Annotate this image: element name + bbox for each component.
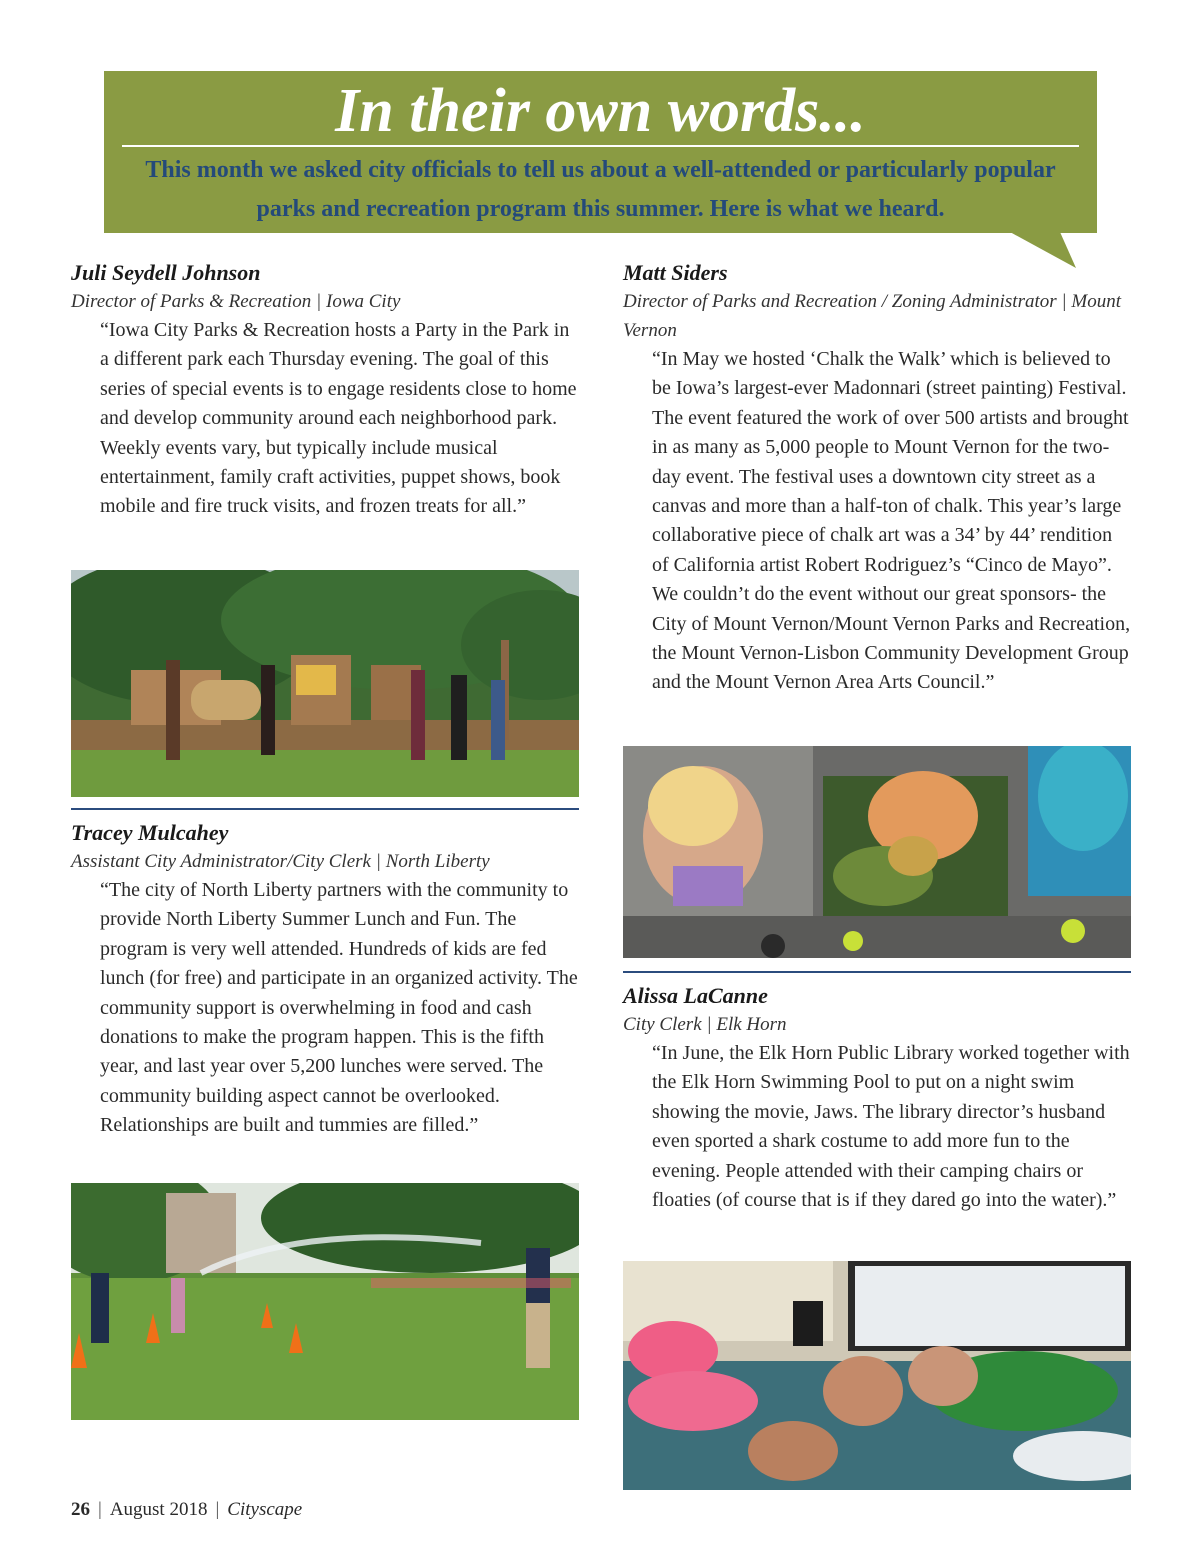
playground-photo xyxy=(71,570,579,797)
official-name: Alissa LaCanne xyxy=(623,983,768,1008)
banner-rule xyxy=(122,145,1079,147)
magazine-name: Cityscape xyxy=(227,1499,303,1520)
official-role: City Clerk | Elk Horn xyxy=(623,1014,787,1035)
official-quote: “The city of North Liberty partners with the community to provide North Liberty Summer Lunch and Fun. The program is very well attended. Hundreds of kids are fed lunch (for free) and participate in an organized activity. The community support is overwhelming in food and cash donations to make the program happen. This is the fifth year, and last year over 5,200 lunches were served. The community building aspect cannot be overlooked. Relationships are built and tummies are filled.” xyxy=(100,879,578,1137)
official-role: Director of Parks and Recreation / Zoning Administrator | Mount Vernon xyxy=(623,291,1121,341)
issue-date: August 2018 xyxy=(109,1499,208,1520)
entry-elk-horn xyxy=(623,981,1131,1215)
entry-north-liberty xyxy=(71,818,579,1141)
official-quote: “In June, the Elk Horn Public Library worked together with the Elk Horn Swimming Pool to put on a night swim showing the movie, Jaws. The library director’s husband even sported a shark costume to add more fun to the evening. People attended with their camping chairs or floaties (of course that is if they dared go into the water).” xyxy=(652,1042,1130,1212)
page-title: In their own words... xyxy=(335,77,866,145)
official-role: Assistant City Administrator/City Clerk | North Liberty xyxy=(71,851,490,872)
entry-mount-vernon xyxy=(623,258,1131,698)
official-role: Director of Parks & Recreation | Iowa City xyxy=(71,291,401,312)
official-name: Tracey Mulcahey xyxy=(71,820,229,845)
pool-movie-photo xyxy=(623,1261,1131,1490)
entry-iowa-city xyxy=(71,258,579,522)
page-footer: 26 | August 2018 | Cityscape xyxy=(71,1499,303,1520)
chalk-art-photo xyxy=(623,746,1131,958)
page-number: 26 xyxy=(71,1499,90,1520)
official-quote: “In May we hosted ‘Chalk the Walk’ which is believed to be Iowa’s largest-ever Madonnari (street painting) Festival. The event featured the work of over 500 artists and brought in as many as 5,000 people to Mount Vernon for the two-day event. The festival uses a downtown city street as a canvas and more than a half-ton of chalk. This year’s large collaborative piece of chalk art was a 34’ by 44’ rendition of California artist Robert Rodriguez’s “Cinco de Mayo”. We couldn’t do the event without our great sponsors- the City of Mount Vernon/Mount Vernon Parks and Recreation, the Mount Vernon-Lisbon Community Development Group and the Mount Vernon Area Arts Council.” xyxy=(652,348,1131,694)
header-banner xyxy=(104,71,1097,233)
official-quote: “Iowa City Parks & Recreation hosts a Party in the Park in a different park each Thursday evening. The goal of this series of special events is to engage residents close to home and develop community around each neighborhood park. Weekly events vary, but typically include musical entertainment, family craft activities, puppet shows, book mobile and fire truck visits, and frozen treats for all.” xyxy=(100,319,577,518)
water-activity-photo xyxy=(71,1183,579,1420)
page-subtitle: This month we asked city officials to tell us about a well-attended or particularly popular parks and recreation program this summer. Here is what we heard. xyxy=(145,157,1056,222)
official-name: Matt Siders xyxy=(623,260,728,285)
official-name: Juli Seydell Johnson xyxy=(71,260,261,285)
section-divider xyxy=(71,808,579,810)
section-divider xyxy=(623,971,1131,973)
